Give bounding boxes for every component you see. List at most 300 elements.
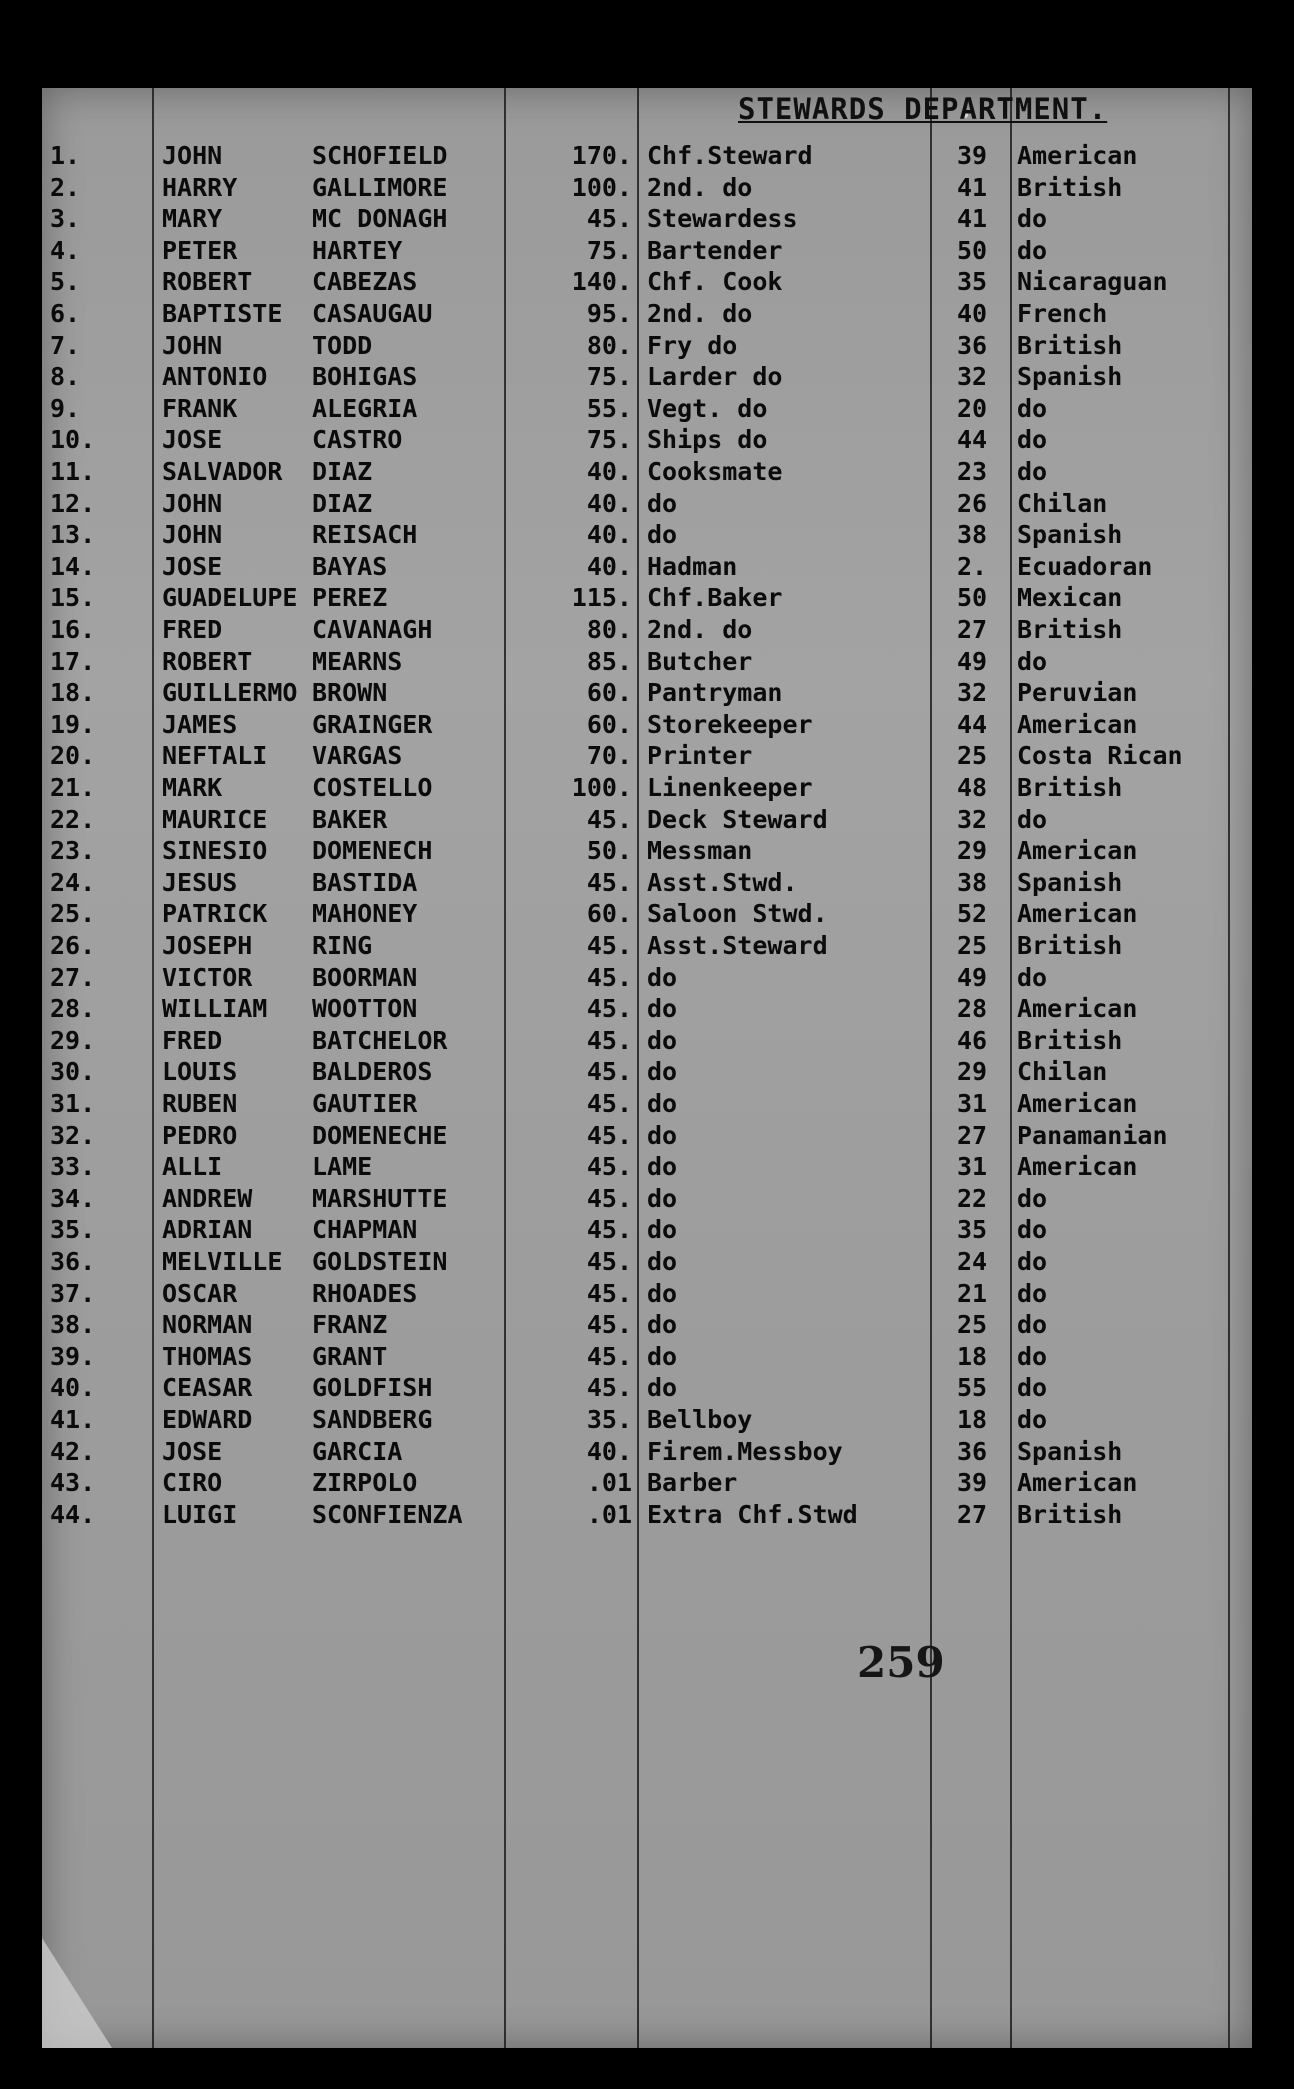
first-name: LOUIS (162, 1057, 238, 1087)
age: 50 (956, 235, 988, 265)
first-name: PETER (162, 235, 238, 265)
position: do (647, 1152, 678, 1182)
nationality: do (1017, 235, 1048, 265)
nationality: Spanish (1017, 362, 1123, 392)
nationality: do (1017, 1215, 1048, 1245)
nationality: do (1017, 425, 1048, 455)
table-row (42, 1372, 1252, 1404)
row-number: 35. (50, 1215, 96, 1245)
table-row (42, 582, 1252, 614)
age: 25 (956, 1310, 988, 1340)
last-name: MEARNS (312, 646, 403, 676)
table-row (42, 898, 1252, 930)
row-number: 43. (50, 1468, 96, 1498)
first-name: HARRY (162, 172, 238, 202)
nationality: do (1017, 457, 1048, 486)
row-number: 32. (50, 1120, 96, 1150)
age: 32 (956, 804, 988, 834)
age: 22 (956, 1183, 988, 1213)
wage: 75. (586, 235, 632, 265)
last-name: CABEZAS (312, 267, 418, 297)
last-name: SANDBERG (312, 1405, 433, 1434)
age: 44 (956, 425, 988, 455)
position: do (647, 1310, 678, 1340)
last-name: CAVANAGH (312, 615, 433, 644)
nationality: do (1017, 1247, 1048, 1276)
position: Larder do (647, 362, 783, 392)
position: Firem.Messboy (647, 1436, 843, 1466)
wage: 75. (586, 362, 632, 392)
age: 40 (956, 299, 988, 328)
first-name: PATRICK (162, 899, 268, 929)
nationality: Panamanian (1017, 1120, 1168, 1150)
nationality: British (1017, 773, 1123, 802)
nationality: British (1017, 615, 1123, 644)
nationality: American (1017, 1089, 1138, 1118)
first-name: FRANK (162, 393, 238, 423)
last-name: WOOTTON (312, 994, 418, 1024)
nationality: British (1017, 1499, 1123, 1529)
last-name: LAME (312, 1152, 373, 1182)
wage: 75. (586, 425, 632, 455)
table-row (42, 330, 1252, 362)
row-number: 34. (50, 1183, 96, 1213)
age: 31 (956, 1152, 988, 1182)
wage: 45. (586, 1341, 632, 1371)
last-name: BAYAS (312, 551, 388, 581)
last-name: BALDEROS (312, 1057, 433, 1087)
wage: 40. (586, 520, 632, 550)
age: 23 (956, 457, 988, 486)
position: Chf.Baker (647, 583, 783, 613)
age: 41 (956, 204, 988, 234)
table-row (42, 1467, 1252, 1499)
last-name: GARCIA (312, 1436, 403, 1466)
last-name: RHOADES (312, 1278, 418, 1308)
table-row (42, 1088, 1252, 1120)
age: 55 (956, 1373, 988, 1403)
table-row (42, 361, 1252, 393)
age: 24 (956, 1247, 988, 1276)
table-row (42, 551, 1252, 583)
table-row (42, 488, 1252, 520)
age: 35 (956, 267, 988, 297)
table-row (42, 614, 1252, 646)
wage: 80. (586, 330, 632, 360)
last-name: GALLIMORE (312, 172, 448, 202)
last-name: GOLDFISH (312, 1373, 433, 1403)
first-name: PEDRO (162, 1120, 238, 1150)
last-name: GRAINGER (312, 709, 433, 739)
row-number: 38. (50, 1310, 96, 1340)
table-row (42, 1151, 1252, 1183)
nationality: do (1017, 1278, 1048, 1308)
last-name: ZIRPOLO (312, 1468, 418, 1498)
position: Messman (647, 836, 753, 866)
first-name: NORMAN (162, 1310, 253, 1340)
age: 32 (956, 678, 988, 708)
position: do (647, 1120, 678, 1150)
table-row (42, 203, 1252, 235)
age: 21 (956, 1278, 988, 1308)
position: do (647, 1247, 678, 1276)
last-name: RING (312, 931, 373, 960)
nationality: American (1017, 994, 1138, 1024)
first-name: ADRIAN (162, 1215, 253, 1245)
first-name: MAURICE (162, 804, 268, 834)
table-row (42, 677, 1252, 709)
wage: 45. (586, 867, 632, 897)
wage: 35. (586, 1405, 632, 1434)
first-name: GUADELUPE (162, 583, 298, 613)
wage: 45. (586, 1089, 632, 1118)
first-name: OSCAR (162, 1278, 238, 1308)
last-name: GRANT (312, 1341, 388, 1371)
first-name: GUILLERMO (162, 678, 298, 708)
row-number: 24. (50, 867, 96, 897)
table-row (42, 1278, 1252, 1310)
age: 44 (956, 709, 988, 739)
last-name: GAUTIER (312, 1089, 418, 1118)
table-row (42, 140, 1252, 172)
row-number: 27. (50, 962, 96, 992)
nationality: American (1017, 141, 1138, 170)
last-name: MARSHUTTE (312, 1183, 448, 1213)
first-name: ROBERT (162, 267, 253, 297)
position: Chf. Cook (647, 267, 783, 297)
first-name: JOSE (162, 1436, 223, 1466)
table-row (42, 1183, 1252, 1215)
row-number: 22. (50, 804, 96, 834)
last-name: DIAZ (312, 457, 373, 486)
first-name: JOHN (162, 330, 223, 360)
nationality: British (1017, 1025, 1123, 1055)
wage: 45. (586, 1057, 632, 1087)
wage: 70. (586, 741, 632, 771)
nationality: American (1017, 1468, 1138, 1498)
first-name: JOSE (162, 551, 223, 581)
age: 2. (956, 551, 988, 581)
table-row (42, 1499, 1252, 1531)
first-name: THOMAS (162, 1341, 253, 1371)
age: 38 (956, 520, 988, 550)
position: do (647, 962, 678, 992)
row-number: 18. (50, 678, 96, 708)
row-number: 4. (50, 235, 81, 265)
age: 20 (956, 393, 988, 423)
nationality: American (1017, 836, 1138, 866)
wage: 45. (586, 1373, 632, 1403)
position: Extra Chf.Stwd (647, 1499, 858, 1529)
age: 49 (956, 646, 988, 676)
table-row (42, 740, 1252, 772)
wage: 60. (586, 709, 632, 739)
nationality: Spanish (1017, 1436, 1123, 1466)
position: Saloon Stwd. (647, 899, 828, 929)
position: do (647, 1183, 678, 1213)
wage: .01 (586, 1499, 632, 1529)
age: 39 (956, 141, 988, 170)
age: 31 (956, 1089, 988, 1118)
first-name: EDWARD (162, 1405, 253, 1434)
row-number: 36. (50, 1247, 96, 1276)
position: Asst.Steward (647, 931, 828, 960)
position: Printer (647, 741, 753, 771)
wage: 45. (586, 994, 632, 1024)
row-number: 31. (50, 1089, 96, 1118)
last-name: ALEGRIA (312, 393, 418, 423)
row-number: 13. (50, 520, 96, 550)
row-number: 44. (50, 1499, 96, 1529)
last-name: SCONFIENZA (312, 1499, 463, 1529)
position: Barber (647, 1468, 738, 1498)
wage: 40. (586, 1436, 632, 1466)
nationality: do (1017, 1310, 1048, 1340)
row-number: 11. (50, 457, 96, 486)
row-number: 23. (50, 836, 96, 866)
age: 52 (956, 899, 988, 929)
last-name: FRANZ (312, 1310, 388, 1340)
table-row (42, 867, 1252, 899)
first-name: FRED (162, 1025, 223, 1055)
table-row (42, 456, 1252, 488)
wage: 40. (586, 457, 632, 486)
row-number: 1. (50, 141, 81, 170)
row-number: 10. (50, 425, 96, 455)
nationality: do (1017, 804, 1048, 834)
first-name: ALLI (162, 1152, 223, 1182)
position: Hadman (647, 551, 738, 581)
position: Butcher (647, 646, 753, 676)
row-number: 7. (50, 330, 81, 360)
first-name: CIRO (162, 1468, 223, 1498)
table-row (42, 772, 1252, 804)
first-name: MELVILLE (162, 1247, 283, 1276)
first-name: JAMES (162, 709, 238, 739)
wage: 55. (586, 393, 632, 423)
wage: 45. (586, 1152, 632, 1182)
position: Storekeeper (647, 709, 813, 739)
row-number: 2. (50, 172, 81, 202)
table-row (42, 804, 1252, 836)
position: Chf.Steward (647, 141, 813, 170)
table-row (42, 1056, 1252, 1088)
age: 48 (956, 773, 988, 802)
row-number: 15. (50, 583, 96, 613)
row-number: 39. (50, 1341, 96, 1371)
row-number: 26. (50, 931, 96, 960)
row-number: 12. (50, 488, 96, 518)
wage: .01 (586, 1468, 632, 1498)
age: 29 (956, 1057, 988, 1087)
first-name: JOSE (162, 425, 223, 455)
wage: 140. (571, 267, 632, 297)
position: Bartender (647, 235, 783, 265)
wage: 40. (586, 551, 632, 581)
last-name: DIAZ (312, 488, 373, 518)
position: do (647, 1215, 678, 1245)
row-number: 25. (50, 899, 96, 929)
nationality: Spanish (1017, 867, 1123, 897)
table-row (42, 1341, 1252, 1373)
age: 36 (956, 330, 988, 360)
age: 28 (956, 994, 988, 1024)
age: 25 (956, 931, 988, 960)
document-sheet (42, 88, 1252, 2048)
last-name: HARTEY (312, 235, 403, 265)
last-name: SCHOFIELD (312, 141, 448, 170)
age: 27 (956, 1120, 988, 1150)
table-row (42, 519, 1252, 551)
last-name: CASTRO (312, 425, 403, 455)
last-name: CHAPMAN (312, 1215, 418, 1245)
position: Pantryman (647, 678, 783, 708)
age: 25 (956, 741, 988, 771)
nationality: American (1017, 1152, 1138, 1182)
last-name: MC DONAGH (312, 204, 448, 234)
wage: 45. (586, 804, 632, 834)
last-name: BOORMAN (312, 962, 418, 992)
position: 2nd. do (647, 172, 753, 202)
table-row (42, 172, 1252, 204)
wage: 60. (586, 678, 632, 708)
position: do (647, 1089, 678, 1118)
position: do (647, 994, 678, 1024)
row-number: 8. (50, 362, 81, 392)
position: do (647, 1057, 678, 1087)
position: 2nd. do (647, 615, 753, 644)
wage: 45. (586, 1215, 632, 1245)
table-row (42, 1025, 1252, 1057)
row-number: 5. (50, 267, 81, 297)
table-row (42, 1246, 1252, 1278)
row-number: 28. (50, 994, 96, 1024)
wage: 100. (571, 172, 632, 202)
row-number: 33. (50, 1152, 96, 1182)
nationality: do (1017, 204, 1048, 234)
position: Asst.Stwd. (647, 867, 798, 897)
row-number: 41. (50, 1405, 96, 1434)
wage: 80. (586, 615, 632, 644)
row-number: 20. (50, 741, 96, 771)
wage: 45. (586, 962, 632, 992)
row-number: 17. (50, 646, 96, 676)
nationality: French (1017, 299, 1108, 328)
last-name: PEREZ (312, 583, 388, 613)
age: 39 (956, 1468, 988, 1498)
position: Cooksmate (647, 457, 783, 486)
age: 46 (956, 1025, 988, 1055)
nationality: Chilan (1017, 1057, 1108, 1087)
page-number: 259 (857, 1638, 945, 1687)
first-name: LUIGI (162, 1499, 238, 1529)
row-number: 14. (50, 551, 96, 581)
nationality: Spanish (1017, 520, 1123, 550)
wage: 45. (586, 1310, 632, 1340)
folded-corner (42, 1938, 112, 2048)
department-heading: STEWARDS DEPARTMENT. (738, 92, 1108, 126)
first-name: RUBEN (162, 1089, 238, 1118)
first-name: JESUS (162, 867, 238, 897)
row-number: 40. (50, 1373, 96, 1403)
age: 50 (956, 583, 988, 613)
nationality: do (1017, 1341, 1048, 1371)
wage: 85. (586, 646, 632, 676)
wage: 45. (586, 1278, 632, 1308)
first-name: SINESIO (162, 836, 268, 866)
first-name: JOHN (162, 141, 223, 170)
nationality: do (1017, 1183, 1048, 1213)
last-name: MAHONEY (312, 899, 418, 929)
last-name: CASAUGAU (312, 299, 433, 328)
table-row (42, 1404, 1252, 1436)
position: Fry do (647, 330, 738, 360)
table-row (42, 393, 1252, 425)
nationality: American (1017, 709, 1138, 739)
table-row (42, 646, 1252, 678)
first-name: ANTONIO (162, 362, 268, 392)
age: 49 (956, 962, 988, 992)
position: do (647, 1278, 678, 1308)
last-name: BATCHELOR (312, 1025, 448, 1055)
first-name: MARK (162, 773, 223, 802)
row-number: 16. (50, 615, 96, 644)
last-name: REISACH (312, 520, 418, 550)
first-name: CEASAR (162, 1373, 253, 1403)
table-row (42, 298, 1252, 330)
position: Ships do (647, 425, 768, 455)
age: 32 (956, 362, 988, 392)
last-name: DOMENECHE (312, 1120, 448, 1150)
row-number: 19. (50, 709, 96, 739)
nationality: Mexican (1017, 583, 1123, 613)
wage: 45. (586, 204, 632, 234)
table-row (42, 930, 1252, 962)
table-row (42, 1436, 1252, 1468)
first-name: JOHN (162, 488, 223, 518)
last-name: COSTELLO (312, 773, 433, 802)
first-name: MARY (162, 204, 223, 234)
position: do (647, 1025, 678, 1055)
nationality: do (1017, 1405, 1048, 1434)
nationality: do (1017, 646, 1048, 676)
position: Vegt. do (647, 393, 768, 423)
first-name: JOHN (162, 520, 223, 550)
nationality: British (1017, 172, 1123, 202)
position: Stewardess (647, 204, 798, 234)
last-name: BOHIGAS (312, 362, 418, 392)
nationality: Peruvian (1017, 678, 1138, 708)
age: 18 (956, 1405, 988, 1434)
table-row (42, 1309, 1252, 1341)
nationality: Chilan (1017, 488, 1108, 518)
wage: 45. (586, 931, 632, 960)
first-name: SALVADOR (162, 457, 283, 486)
first-name: BAPTISTE (162, 299, 283, 328)
row-number: 37. (50, 1278, 96, 1308)
age: 41 (956, 172, 988, 202)
table-row (42, 1120, 1252, 1152)
age: 38 (956, 867, 988, 897)
first-name: FRED (162, 615, 223, 644)
last-name: DOMENECH (312, 836, 433, 866)
row-number: 29. (50, 1025, 96, 1055)
table-row (42, 709, 1252, 741)
nationality: Nicaraguan (1017, 267, 1168, 297)
position: Deck Steward (647, 804, 828, 834)
position: do (647, 1373, 678, 1403)
row-number: 9. (50, 393, 81, 423)
